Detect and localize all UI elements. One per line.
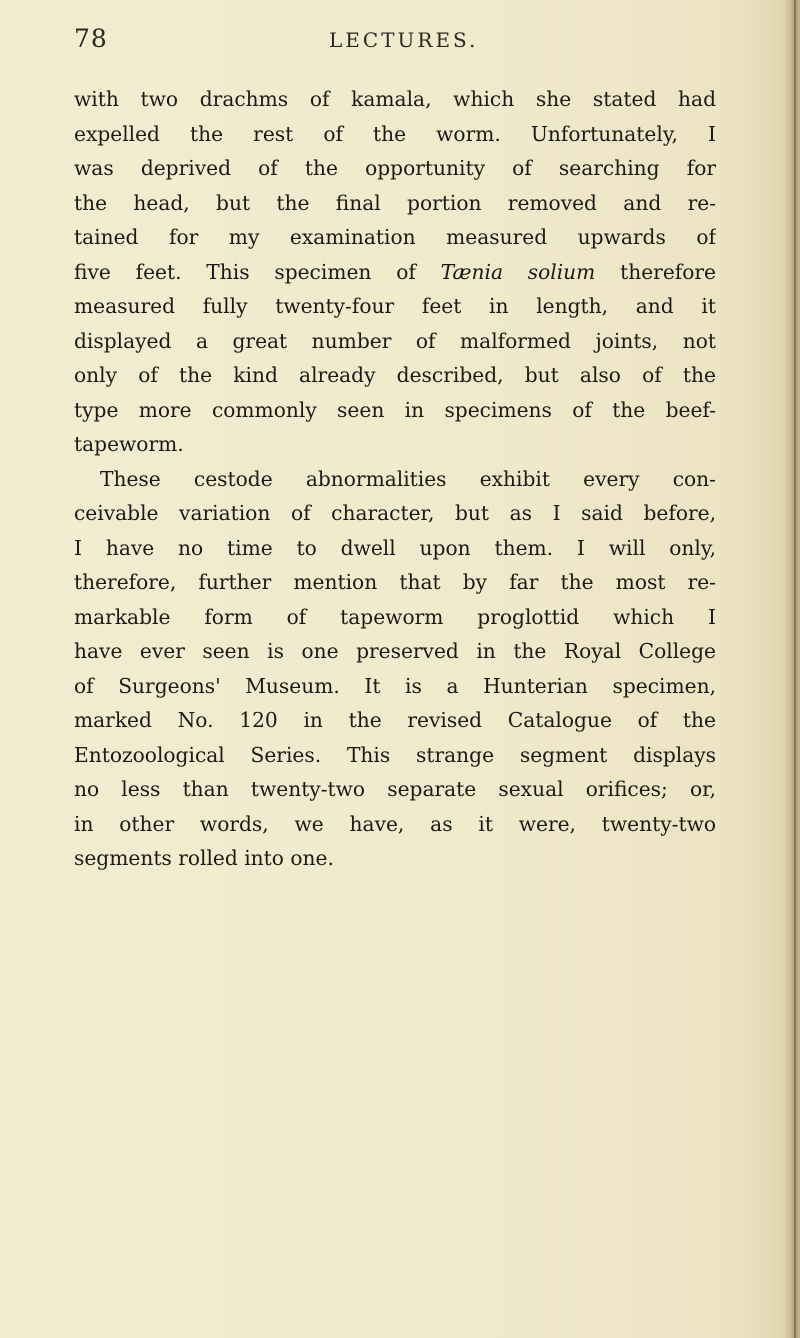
text-line: in other words, we have, as it were, twenty-two xyxy=(74,811,716,836)
text-segment: therefore xyxy=(595,259,716,284)
page-number: 78 xyxy=(74,24,108,53)
page-edge-shadow xyxy=(784,0,800,1338)
page-edge-line xyxy=(794,0,796,1338)
text-line: with two drachms of kamala, which she stated had xyxy=(74,87,716,111)
text-segment: five feet. This specimen of xyxy=(74,259,441,284)
page-header xyxy=(74,24,734,60)
species-name-italic: Tænia solium xyxy=(440,259,596,284)
text-line: marked No. 120 in the revised Catalogue of the xyxy=(74,708,716,732)
text-line xyxy=(74,255,716,290)
paragraph-start-line: These cestode abnormalities exhibit every con- xyxy=(100,466,716,491)
text-line: tained for my examination measured upwards of xyxy=(74,225,716,249)
text-line: no less than twenty-two separate sexual orifices; or, xyxy=(74,777,716,801)
text-line: of Surgeons' Museum. It is a Hunterian specimen, xyxy=(74,673,716,698)
text-line: expelled the rest of the worm. Unfortunately, I xyxy=(74,121,716,146)
text-line: markable form of tapeworm proglottid which I xyxy=(74,604,716,629)
text-line: type more commonly seen in specimens of the beef- xyxy=(74,397,716,422)
text-line: have ever seen is one preserved in the Royal College xyxy=(74,639,716,663)
body-text xyxy=(74,82,716,876)
text-line: measured fully twenty-four feet in length, and it xyxy=(74,294,716,318)
text-line: was deprived of the opportunity of searching for xyxy=(74,156,716,180)
running-head: LECTURES. xyxy=(329,28,479,52)
text-line: therefore, further mention that by far the most re- xyxy=(74,570,716,594)
text-line: I have no time to dwell upon them. I will only, xyxy=(74,535,716,560)
text-line: the head, but the final portion removed and re- xyxy=(74,190,716,215)
text-line: Entozoological Series. This strange segment displays xyxy=(74,742,716,767)
text-line: tapeworm. xyxy=(74,432,184,456)
text-line: displayed a great number of malformed joints, not xyxy=(74,328,716,353)
text-line: ceivable variation of character, but as I said before, xyxy=(74,501,716,525)
text-line: segments rolled into one. xyxy=(74,846,334,870)
text-line: only of the kind already described, but also of the xyxy=(74,363,716,387)
